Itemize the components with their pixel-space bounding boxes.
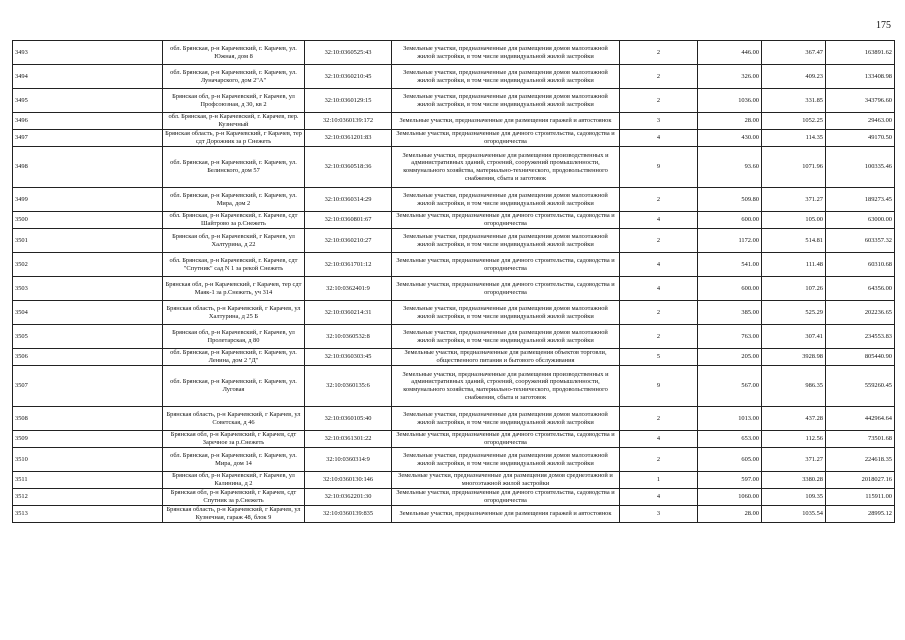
- cadastral-number-cell: 32:10:0362401:9: [305, 277, 392, 301]
- page-number: 175: [876, 20, 891, 31]
- cadastral-value-cell: 189273.45: [826, 188, 895, 212]
- row-number: 3502: [13, 253, 163, 277]
- row-number: 3506: [13, 349, 163, 366]
- table-row: [13, 431, 895, 448]
- table-row: [13, 301, 895, 325]
- area-cell: 205.00: [698, 349, 762, 366]
- area-cell: 597.00: [698, 472, 762, 489]
- cadastral-value-table: [12, 40, 895, 523]
- land-use-cell: Земельные участки, предназначенные для размещения домов малоэтажной жилой застройки, в том числе индивидуальной жилой застройки: [392, 448, 620, 472]
- row-number: 3503: [13, 277, 163, 301]
- group-cell: 2: [620, 325, 698, 349]
- land-use-cell: Земельные участки, предназначенные для размещения производственных и административных зданий, строений, сооружений промышленности, коммунального хозяйства, материально-технического, продовольственного снабжения, сбыта и заготовок: [392, 366, 620, 407]
- cadastral-value-cell: 60310.68: [826, 253, 895, 277]
- row-number: 3495: [13, 89, 163, 113]
- table-row: [13, 506, 895, 523]
- group-cell: 2: [620, 188, 698, 212]
- cadastral-value-cell: 133408.98: [826, 65, 895, 89]
- table-row: [13, 472, 895, 489]
- row-number: 3505: [13, 325, 163, 349]
- area-cell: 326.00: [698, 65, 762, 89]
- table-row: [13, 65, 895, 89]
- address-cell: обл. Брянская, р-н Карачевский, г. Карачев, ул. Луговая: [163, 366, 305, 407]
- land-use-cell: Земельные участки, предназначенные для размещения домов малоэтажной жилой застройки, в том числе индивидуальной жилой застройки: [392, 65, 620, 89]
- table-row: [13, 188, 895, 212]
- address-cell: обл. Брянская, р-н Карачевский, г. Карачев, ул. Мира, дом 14: [163, 448, 305, 472]
- land-use-cell: Земельные участки, предназначенные для дачного строительства, садоводства и огородничества: [392, 253, 620, 277]
- group-cell: 2: [620, 41, 698, 65]
- address-cell: обл. Брянская, р-н Карачевский, г. Карачев, пер. Кузнечный: [163, 113, 305, 130]
- cadastral-number-cell: 32:10:0362201:30: [305, 489, 392, 506]
- area-cell: 567.00: [698, 366, 762, 407]
- land-use-cell: Земельные участки, предназначенные для размещения домов малоэтажной жилой застройки, в том числе индивидуальной жилой застройки: [392, 229, 620, 253]
- address-cell: Брянская обл, р-н Карачевский, г Карачев, ул Халтурина, д 22: [163, 229, 305, 253]
- cadastral-number-cell: 32:10:0360210:45: [305, 65, 392, 89]
- cadastral-number-cell: 32:10:0360532:8: [305, 325, 392, 349]
- area-cell: 541.00: [698, 253, 762, 277]
- row-number: 3504: [13, 301, 163, 325]
- group-cell: 2: [620, 448, 698, 472]
- address-cell: Брянская обл, р-н Карачевский, г Карачев, ул Калинина, д 2: [163, 472, 305, 489]
- cadastral-number-cell: 32:10:0361701:12: [305, 253, 392, 277]
- row-number: 3512: [13, 489, 163, 506]
- address-cell: обл. Брянская, р-н Карачевский, г. Карачев, сдт Шайтрово за р.Снежеть: [163, 212, 305, 229]
- group-cell: 2: [620, 65, 698, 89]
- cadastral-value-cell: 442964.64: [826, 407, 895, 431]
- cadastral-number-cell: 32:10:0360518:36: [305, 147, 392, 188]
- table-body: [13, 41, 895, 523]
- group-cell: 9: [620, 147, 698, 188]
- address-cell: Брянская обл, р-н Карачевский, г Карачев, сдт Спутник за р.Снежеть: [163, 489, 305, 506]
- cadastral-value-cell: 224618.35: [826, 448, 895, 472]
- address-cell: Брянская обл, р-н Карачевский, г Карачев, тер сдт Маяк-1 за р.Снежеть, уч 314: [163, 277, 305, 301]
- specific-value-cell: 112.56: [762, 431, 826, 448]
- specific-value-cell: 3928.98: [762, 349, 826, 366]
- row-number: 3509: [13, 431, 163, 448]
- land-use-cell: Земельные участки, предназначенные для дачного строительства, садоводства и огородничества: [392, 277, 620, 301]
- specific-value-cell: 3380.28: [762, 472, 826, 489]
- cadastral-number-cell: 32:10:0360303:45: [305, 349, 392, 366]
- cadastral-number-cell: 32:10:0360314:9: [305, 448, 392, 472]
- specific-value-cell: 986.35: [762, 366, 826, 407]
- cadastral-number-cell: 32:10:0360525:43: [305, 41, 392, 65]
- area-cell: 1036.00: [698, 89, 762, 113]
- area-cell: 600.00: [698, 212, 762, 229]
- cadastral-value-cell: 343796.60: [826, 89, 895, 113]
- group-cell: 4: [620, 431, 698, 448]
- row-number: 3500: [13, 212, 163, 229]
- table-row: [13, 113, 895, 130]
- land-use-cell: Земельные участки, предназначенные для размещения производственных и административных зданий, строений, сооружений промышленности, коммунального хозяйства, материально-технического, продовольственного снабжения, сбыта и заготовок: [392, 147, 620, 188]
- cadastral-number-cell: 32:10:0361301:22: [305, 431, 392, 448]
- specific-value-cell: 105.00: [762, 212, 826, 229]
- row-number: 3501: [13, 229, 163, 253]
- address-cell: Брянская область, р-н Карачевский, г Карачев, тер сдт Дорожник за р Снежеть: [163, 130, 305, 147]
- address-cell: Брянская обл, р-н Карачевский, г Карачев, ул Пролетарская, д 80: [163, 325, 305, 349]
- area-cell: 93.60: [698, 147, 762, 188]
- address-cell: обл. Брянская, р-н Карачевский, г. Карачев, ул. Белинского, дом 57: [163, 147, 305, 188]
- specific-value-cell: 114.35: [762, 130, 826, 147]
- cadastral-number-cell: 32:10:0360139:172: [305, 113, 392, 130]
- row-number: 3498: [13, 147, 163, 188]
- cadastral-number-cell: 32:10:0360314:29: [305, 188, 392, 212]
- specific-value-cell: 514.81: [762, 229, 826, 253]
- address-cell: Брянская обл, р-н Карачевский, г Карачев, ул Профсоюзная, д 30, кв 2: [163, 89, 305, 113]
- area-cell: 763.00: [698, 325, 762, 349]
- group-cell: 3: [620, 113, 698, 130]
- area-cell: 1013.00: [698, 407, 762, 431]
- specific-value-cell: 1035.54: [762, 506, 826, 523]
- address-cell: обл. Брянская, р-н Карачевский, г. Карачев, ул. Мира, дом 2: [163, 188, 305, 212]
- specific-value-cell: 409.23: [762, 65, 826, 89]
- area-cell: 509.80: [698, 188, 762, 212]
- cadastral-number-cell: 32:10:0360130:146: [305, 472, 392, 489]
- group-cell: 5: [620, 349, 698, 366]
- cadastral-value-cell: 73501.68: [826, 431, 895, 448]
- cadastral-number-cell: 32:10:0360105:40: [305, 407, 392, 431]
- table-row: [13, 366, 895, 407]
- row-number: 3496: [13, 113, 163, 130]
- address-cell: обл. Брянская, р-н Карачевский, г. Карачев, ул. Ленина, дом 2 "Д": [163, 349, 305, 366]
- cadastral-value-cell: 63000.00: [826, 212, 895, 229]
- address-cell: обл. Брянская, р-н Карачевский, г. Карачев, ул. Южная, дом 8: [163, 41, 305, 65]
- address-cell: Брянская область, р-н Карачевский, г Карачев, ул Кузнечная, гараж 48, блок 9: [163, 506, 305, 523]
- table-row: [13, 489, 895, 506]
- land-use-cell: Земельные участки, предназначенные для размещения домов малоэтажной жилой застройки, в том числе индивидуальной жилой застройки: [392, 41, 620, 65]
- row-number: 3510: [13, 448, 163, 472]
- table-row: [13, 41, 895, 65]
- area-cell: 600.00: [698, 277, 762, 301]
- cadastral-value-cell: 234553.83: [826, 325, 895, 349]
- address-cell: обл. Брянская, р-н Карачевский, г. Карачев, сдт "Спутник" сад N 1 за рекой Снежеть: [163, 253, 305, 277]
- group-cell: 3: [620, 506, 698, 523]
- row-number: 3493: [13, 41, 163, 65]
- area-cell: 28.00: [698, 506, 762, 523]
- table-row: [13, 407, 895, 431]
- group-cell: 4: [620, 277, 698, 301]
- cadastral-value-cell: 28995.12: [826, 506, 895, 523]
- area-cell: 1060.00: [698, 489, 762, 506]
- specific-value-cell: 367.47: [762, 41, 826, 65]
- specific-value-cell: 1071.96: [762, 147, 826, 188]
- cadastral-value-cell: 559260.45: [826, 366, 895, 407]
- group-cell: 4: [620, 489, 698, 506]
- area-cell: 605.00: [698, 448, 762, 472]
- cadastral-number-cell: 32:10:0361201:83: [305, 130, 392, 147]
- area-cell: 28.00: [698, 113, 762, 130]
- cadastral-value-cell: 29463.00: [826, 113, 895, 130]
- address-cell: Брянская обл, р-н Карачевский, г Карачев, сдт Заречное за р.Снежеть: [163, 431, 305, 448]
- land-use-cell: Земельные участки, предназначенные для дачного строительства, садоводства и огородничества: [392, 130, 620, 147]
- table-row: [13, 212, 895, 229]
- cadastral-value-cell: 202236.65: [826, 301, 895, 325]
- specific-value-cell: 437.28: [762, 407, 826, 431]
- table-row: [13, 253, 895, 277]
- cadastral-value-cell: 2018027.16: [826, 472, 895, 489]
- cadastral-value-cell: 163891.62: [826, 41, 895, 65]
- row-number: 3511: [13, 472, 163, 489]
- land-use-cell: Земельные участки, предназначенные для размещения домов малоэтажной жилой застройки, в том числе индивидуальной жилой застройки: [392, 301, 620, 325]
- specific-value-cell: 307.41: [762, 325, 826, 349]
- group-cell: 4: [620, 130, 698, 147]
- group-cell: 1: [620, 472, 698, 489]
- group-cell: 2: [620, 229, 698, 253]
- area-cell: 385.00: [698, 301, 762, 325]
- specific-value-cell: 111.48: [762, 253, 826, 277]
- table-row: [13, 89, 895, 113]
- table-row: [13, 349, 895, 366]
- group-cell: 2: [620, 89, 698, 113]
- row-number: 3508: [13, 407, 163, 431]
- specific-value-cell: 371.27: [762, 188, 826, 212]
- specific-value-cell: 525.29: [762, 301, 826, 325]
- table-row: [13, 325, 895, 349]
- group-cell: 4: [620, 212, 698, 229]
- cadastral-number-cell: 32:10:0360135:6: [305, 366, 392, 407]
- specific-value-cell: 109.35: [762, 489, 826, 506]
- row-number: 3499: [13, 188, 163, 212]
- table-row: [13, 130, 895, 147]
- specific-value-cell: 107.26: [762, 277, 826, 301]
- cadastral-value-cell: 603357.32: [826, 229, 895, 253]
- row-number: 3497: [13, 130, 163, 147]
- land-use-cell: Земельные участки, предназначенные для размещения домов малоэтажной жилой застройки, в том числе индивидуальной жилой застройки: [392, 89, 620, 113]
- land-use-cell: Земельные участки, предназначенные для размещения домов малоэтажной жилой застройки, в том числе индивидуальной жилой застройки: [392, 188, 620, 212]
- land-use-cell: Земельные участки, предназначенные для размещения объектов торговли, общественного питания и бытового обслуживания: [392, 349, 620, 366]
- table-row: [13, 448, 895, 472]
- group-cell: 9: [620, 366, 698, 407]
- area-cell: 446.00: [698, 41, 762, 65]
- land-use-cell: Земельные участки, предназначенные для размещения домов среднеэтажной и многоэтажной жилой застройки: [392, 472, 620, 489]
- address-cell: Брянская область, р-н Карачевский, г Карачев, ул Советская, д 46: [163, 407, 305, 431]
- address-cell: Брянская область, р-н Карачевский, г Карачев, ул Халтурина, д 25 Б: [163, 301, 305, 325]
- cadastral-value-cell: 64356.00: [826, 277, 895, 301]
- table-row: [13, 147, 895, 188]
- cadastral-number-cell: 32:10:0360214:31: [305, 301, 392, 325]
- cadastral-number-cell: 32:10:0360129:15: [305, 89, 392, 113]
- land-use-cell: Земельные участки, предназначенные для размещения домов малоэтажной жилой застройки, в том числе индивидуальной жилой застройки: [392, 407, 620, 431]
- area-cell: 653.00: [698, 431, 762, 448]
- land-use-cell: Земельные участки, предназначенные для размещения гаражей и автостоянок: [392, 506, 620, 523]
- land-use-cell: Земельные участки, предназначенные для дачного строительства, садоводства и огородничества: [392, 489, 620, 506]
- table-row: [13, 277, 895, 301]
- area-cell: 430.00: [698, 130, 762, 147]
- group-cell: 2: [620, 301, 698, 325]
- cadastral-value-cell: 805440.90: [826, 349, 895, 366]
- land-use-cell: Земельные участки, предназначенные для размещения домов малоэтажной жилой застройки, в том числе индивидуальной жилой застройки: [392, 325, 620, 349]
- land-use-cell: Земельные участки, предназначенные для дачного строительства, садоводства и огородничества: [392, 431, 620, 448]
- row-number: 3494: [13, 65, 163, 89]
- land-use-cell: Земельные участки, предназначенные для размещения гаражей и автостоянок: [392, 113, 620, 130]
- land-use-cell: Земельные участки, предназначенные для дачного строительства, садоводства и огородничества: [392, 212, 620, 229]
- specific-value-cell: 371.27: [762, 448, 826, 472]
- cadastral-number-cell: 32:10:0360801:67: [305, 212, 392, 229]
- group-cell: 4: [620, 253, 698, 277]
- cadastral-value-cell: 49170.50: [826, 130, 895, 147]
- row-number: 3513: [13, 506, 163, 523]
- row-number: 3507: [13, 366, 163, 407]
- address-cell: обл. Брянская, р-н Карачевский, г. Карачев, ул. Луначарского, дом 2"А": [163, 65, 305, 89]
- area-cell: 1172.00: [698, 229, 762, 253]
- cadastral-value-cell: 115911.00: [826, 489, 895, 506]
- table-row: [13, 229, 895, 253]
- specific-value-cell: 331.85: [762, 89, 826, 113]
- specific-value-cell: 1052.25: [762, 113, 826, 130]
- group-cell: 2: [620, 407, 698, 431]
- cadastral-value-cell: 100335.46: [826, 147, 895, 188]
- cadastral-number-cell: 32:10:0360139:835: [305, 506, 392, 523]
- cadastral-number-cell: 32:10:0360210:27: [305, 229, 392, 253]
